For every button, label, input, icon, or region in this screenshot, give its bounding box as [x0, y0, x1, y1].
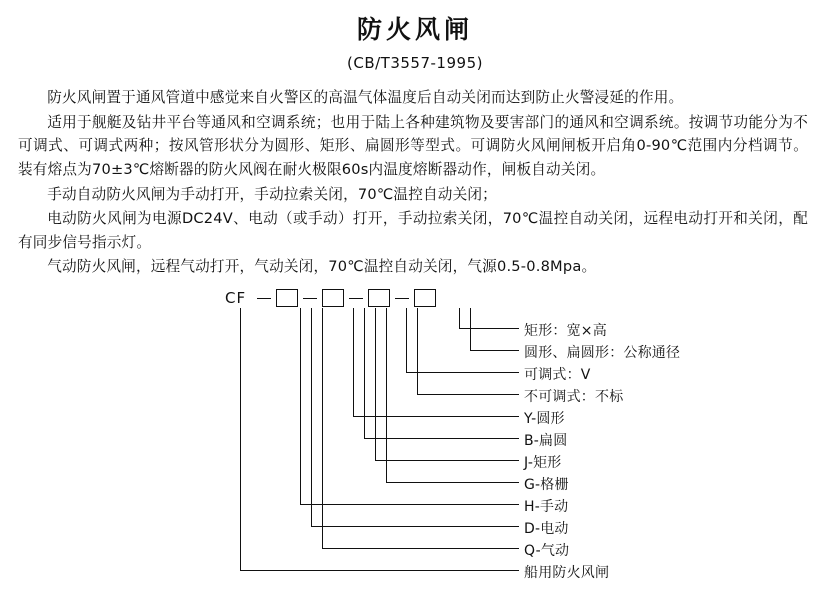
leader-hline: [459, 328, 519, 329]
leader-vline-box3: [406, 308, 407, 372]
leader-vline-box2: [353, 308, 354, 416]
legend-label-3: 不可调式：不标: [524, 389, 624, 406]
paragraph: 手动自动防火风闸为手动打开，手动拉索关闭，70℃温控自动关闭；: [47, 185, 497, 203]
legend-label-11: 船用防火风闸: [524, 565, 610, 582]
leader-hline: [364, 438, 519, 439]
legend-label-6: J-矩形: [524, 455, 562, 472]
body-text: [0, 86, 830, 279]
code-box-3: [368, 289, 390, 307]
leader-vline-box3b: [417, 308, 418, 394]
separator-dash: [395, 298, 409, 299]
leader-vline-prefix: [240, 308, 241, 570]
legend-label-8: H-手动: [524, 499, 569, 516]
leader-vline-box2b: [364, 308, 365, 438]
code-box-4: [414, 289, 436, 307]
legend-label-5: B-扁圆: [524, 433, 568, 450]
leader-hline: [240, 570, 519, 571]
paragraph: 防火风闸置于通风管道中感觉来自火警区的高温气体温度后自动关闭而达到防止火警浸延的作用。: [47, 89, 684, 106]
leader-vline-box4: [459, 308, 460, 328]
leader-hline: [386, 482, 519, 483]
leader-vline-box2c: [375, 308, 376, 460]
leader-vline-box2d: [386, 308, 387, 482]
standard-number: (CB/T3557-1995): [347, 54, 483, 72]
paragraph: 电动防火风闸为电源DC24V、电动（或手动）打开，手动拉索关闭，70℃温控自动关闭，远程电动打开和关闭，配有同步信号指示灯。: [18, 210, 808, 251]
legend-label-1: 圆形、扁圆形：公称通径: [524, 345, 681, 362]
separator-dash: [349, 298, 363, 299]
separator-dash: [303, 298, 317, 299]
leader-hline: [417, 394, 519, 395]
paragraph: 适用于舰艇及钻井平台等通风和空调系统；也用于陆上各种建筑物及要害部门的通风和空调系统。按调节功能分为不可调式、可调式两种；按风管形状分为圆形、矩形、扁圆形等型式。可调防火风闸闸板开启角0-90℃范围内分档调节。装有熔点为70±3℃熔断器的防火风阀在耐火极限60s内温度熔断器动作，闸板自动关闭。: [18, 113, 808, 178]
leader-vline-box1b: [311, 308, 312, 526]
leader-hline: [311, 526, 519, 527]
document-page: [0, 10, 830, 597]
leader-hline: [406, 372, 519, 373]
legend-label-2: 可调式：V: [524, 367, 591, 384]
leader-vline-box1c: [322, 308, 323, 548]
model-code-diagram: [0, 289, 830, 582]
code-box-2: [322, 289, 344, 307]
legend-label-0: 矩形：宽×高: [524, 323, 607, 340]
code-row: [225, 289, 436, 307]
page-title: 防火风闸: [356, 15, 473, 44]
separator-dash: [257, 298, 271, 299]
legend-label-9: D-电动: [524, 521, 569, 538]
paragraph: 气动防火风闸，远程气动打开，气动关闭，70℃温控自动关闭，气源0.5-0.8Mpa。: [47, 258, 597, 276]
leader-hline: [375, 460, 519, 461]
legend-label-7: G-格栅: [524, 477, 569, 494]
leader-hline: [300, 504, 519, 505]
leader-hline: [470, 350, 519, 351]
legend-label-10: Q-气动: [524, 543, 570, 560]
leader-hline: [353, 416, 519, 417]
leader-vline-box1: [300, 308, 301, 504]
code-prefix: CF: [225, 289, 247, 308]
leader-vline-box4b: [470, 308, 471, 350]
leader-hline: [322, 548, 519, 549]
code-box-1: [276, 289, 298, 307]
legend-label-4: Y-圆形: [524, 411, 565, 428]
